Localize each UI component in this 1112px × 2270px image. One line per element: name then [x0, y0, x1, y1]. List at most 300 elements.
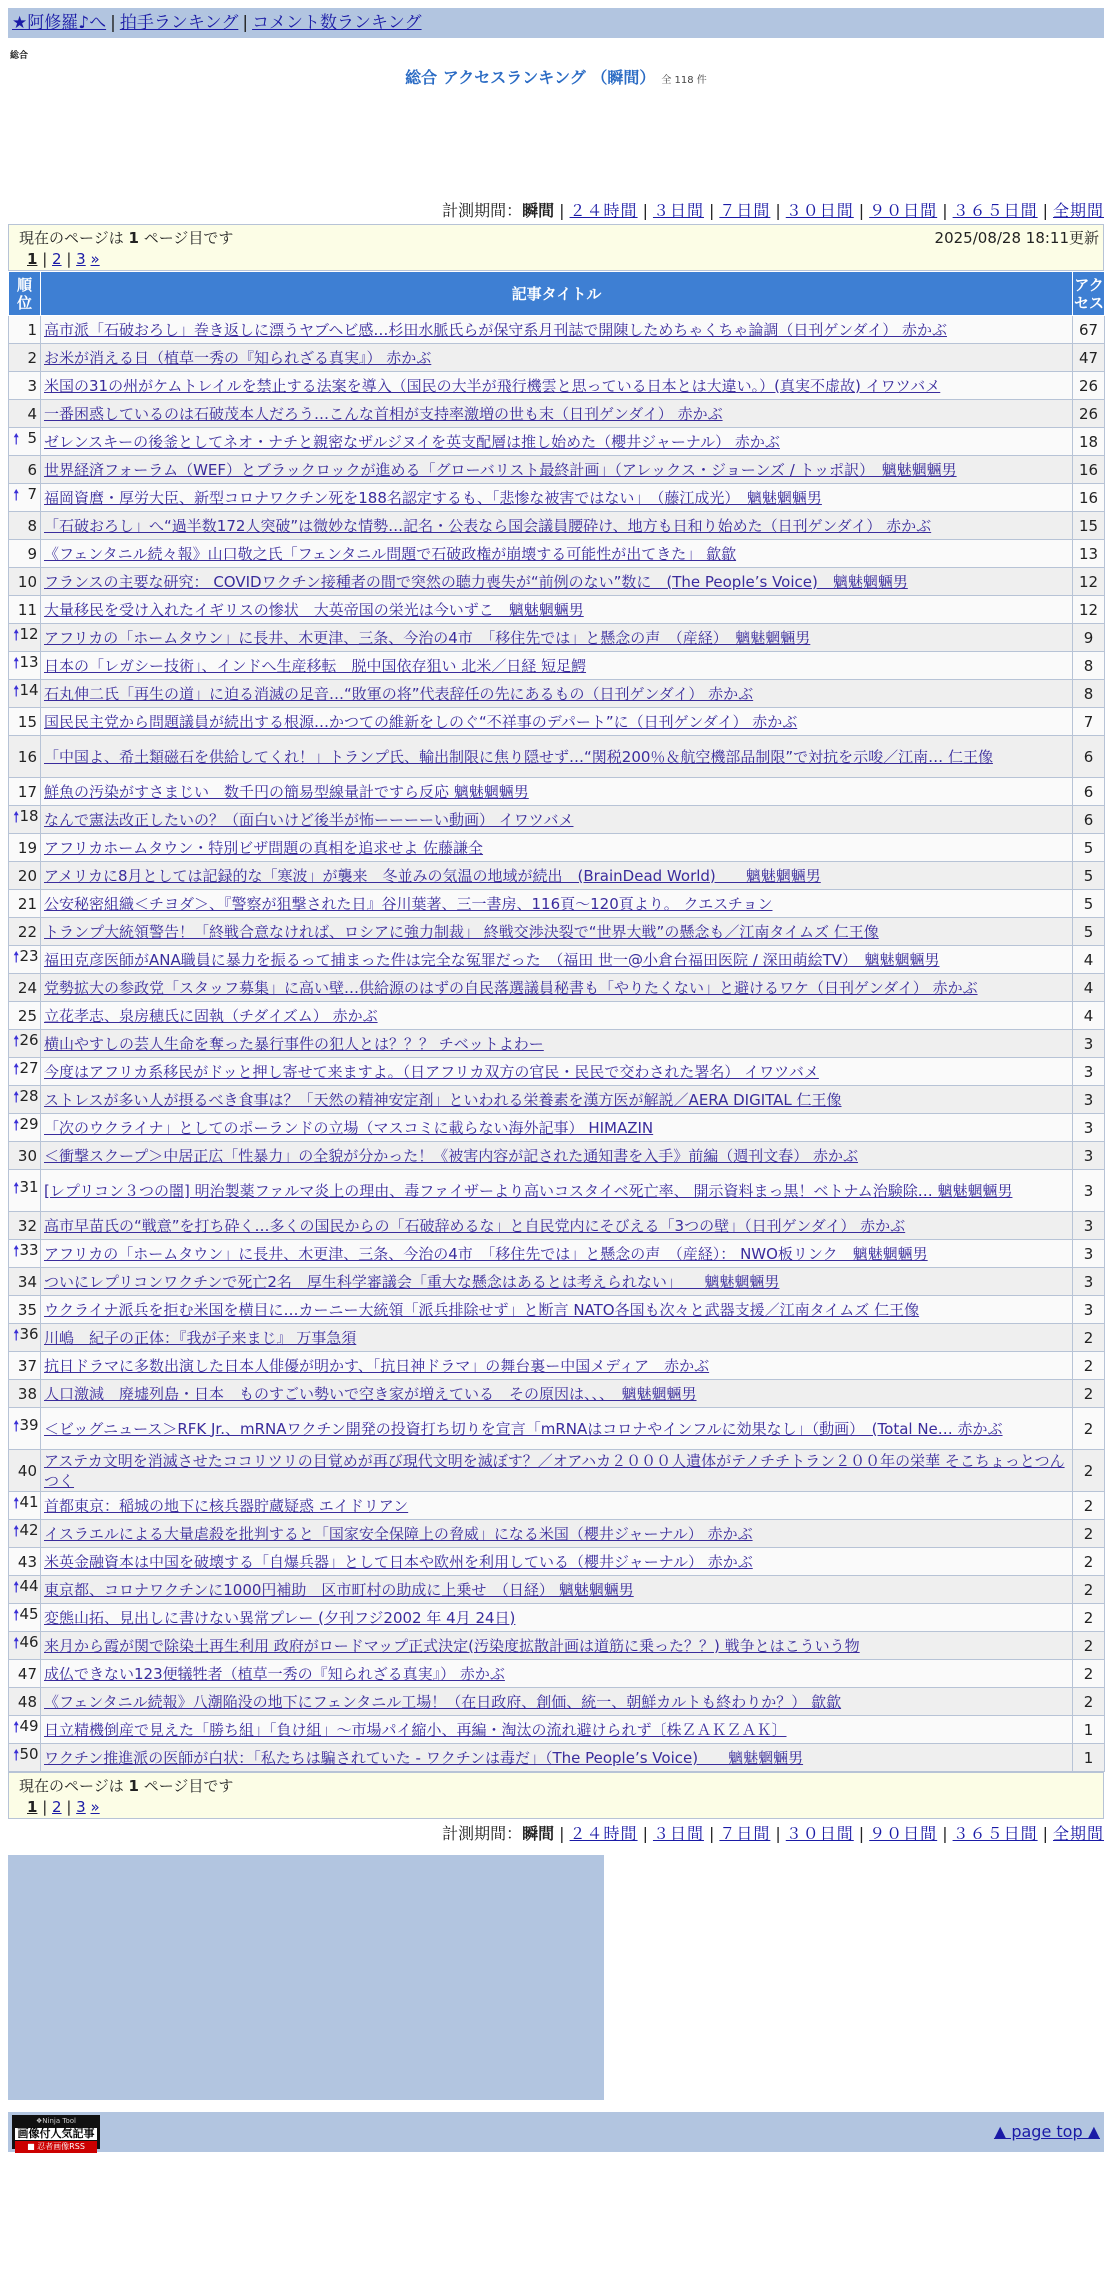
table-row — [9, 1240, 1105, 1268]
pager-text-post: ページ目です — [143, 229, 234, 247]
rank-number: 35 — [17, 1300, 37, 1319]
rank-number: 3 — [27, 376, 37, 395]
table-row — [9, 400, 1105, 428]
article-title-link[interactable]: ゼレンスキーの後釜としてネオ・ナチと親密なザルジヌイを英支配層は推し始めた（櫻井ジャーナル） 赤かぶ — [44, 432, 780, 451]
article-title-link[interactable]: 東京都、コロナワクチンに1000円補助 区市町村の助成に上乗せ （日経） 魑魅魍魎男 — [44, 1580, 634, 1599]
title-header — [41, 272, 1073, 316]
article-title-link[interactable]: 変態山拓、見出しに書けない異常プレー (夕刊フジ2002 年 4月 24日) — [44, 1608, 516, 1627]
access-count: 26 — [1078, 376, 1099, 395]
title-cell — [41, 1744, 1073, 1772]
access-count: 2 — [1083, 1608, 1094, 1627]
rank-up-arrow-icon: 🠕 — [13, 1032, 20, 1050]
title-cell — [41, 400, 1073, 428]
rank-number: 45 — [19, 1605, 39, 1623]
comment-ranking-link[interactable]: コメント数ランキング — [252, 13, 422, 33]
article-title-link[interactable]: アメリカに8月としては記録的な「寒波」が襲来 冬並みの気温の地域が続出 (BrainDead World) 魑魅魍魎男 — [44, 866, 821, 885]
period-option-link[interactable]: ３０日間 — [785, 201, 854, 220]
article-title-link[interactable]: 首都東京：稲城の地下に核兵器貯蔵疑惑 エイドリアン — [44, 1496, 409, 1515]
title-header-label: 記事タイトル — [511, 285, 602, 303]
pager-separator: | — [61, 250, 77, 268]
article-title-link[interactable]: トランプ大統領警告！「終戦合意なければ、ロシアに強力制裁」 終戦交渉決裂で“世界大戦”の懸念も／江南タイムズ 仁王像 — [44, 922, 879, 941]
rank-cell — [9, 624, 41, 652]
rank-number: 14 — [19, 681, 39, 699]
rank-up-arrow-icon: 🠕 — [13, 1116, 20, 1134]
rank-number: 22 — [17, 922, 37, 941]
pager-page-link[interactable]: 2 — [52, 250, 62, 268]
pager-text-post: ページ目です — [143, 1777, 234, 1795]
table-row — [9, 736, 1105, 778]
article-title-link[interactable]: 公安秘密組織＜チヨダ＞、『警察が狙撃された日』谷川葉著、三一書房、116頁〜120頁より。 クエスチョン — [44, 894, 773, 913]
rank-number: 2 — [27, 348, 37, 367]
rank-cell — [9, 1660, 41, 1688]
article-title-link[interactable]: 国民民主党から問題議員が続出する根源…かつての維新をしのぐ“不祥事のデパート”に（日刊ゲンダイ） 赤かぶ — [44, 712, 798, 731]
title-cell — [41, 372, 1073, 400]
rank-number: 37 — [17, 1356, 37, 1375]
access-count: 2 — [1083, 1524, 1094, 1543]
page-title-text: 総合 アクセスランキング （瞬間） — [405, 68, 656, 87]
article-title-link[interactable]: 福田克彦医師がANA職員に暴力を振るって捕まった件は完全な冤罪だった （福田 世一@小倉台福田医院 / 深田萌絵TV） 魑魅魍魎男 — [44, 950, 940, 969]
period-option-link[interactable]: ３０日間 — [785, 1824, 854, 1843]
pager-page-link[interactable]: 3 — [76, 250, 86, 268]
table-row — [9, 1380, 1105, 1408]
article-title-link[interactable]: 川嶋 紀子の正体：『我が子来まじ』 万事急須 — [44, 1328, 357, 1347]
rank-cell — [9, 1240, 41, 1268]
article-title-link[interactable]: お米が消える日（植草一秀の『知られざる真実』） 赤かぶ — [44, 348, 432, 367]
rank-cell — [9, 1492, 41, 1520]
title-cell — [41, 1352, 1073, 1380]
title-cell — [41, 1380, 1073, 1408]
article-title-link[interactable]: 今度はアフリカ系移民がドッと押し寄せて来ますよ。（日アフリカ双方の官民・民民で交わされた署名） イワツバメ — [44, 1062, 819, 1081]
rank-number: 18 — [19, 807, 39, 825]
access-count: 7 — [1083, 712, 1094, 731]
access-count-cell — [1073, 1352, 1105, 1380]
title-cell — [41, 456, 1073, 484]
table-row — [9, 1058, 1105, 1086]
pager-page-current: 1 — [27, 1798, 38, 1816]
access-count-cell — [1073, 512, 1105, 540]
rank-cell — [9, 680, 41, 708]
period-option-link[interactable]: ２４時間 — [569, 201, 638, 220]
rank-up-arrow-icon: 🠕 — [13, 654, 20, 672]
article-title-link[interactable]: アステカ文明を消滅させたココリツリの目覚めが再び現代文明を滅ぼす？／オアハカ２０００人遺体がテノチチトラン２００年の栄華 そこちょっとつんつく — [44, 1451, 1065, 1490]
access-count: 2 — [1083, 1419, 1094, 1438]
rank-number: 5 — [27, 429, 37, 447]
article-title-link[interactable]: 世界経済フォーラム（WEF）とブラックロックが進める「グローバリスト最終計画」（アレックス・ジョーンズ / トッポ訳） 魑魅魍魎男 — [44, 460, 957, 479]
access-count-cell — [1073, 1492, 1105, 1520]
title-cell — [41, 1240, 1073, 1268]
article-title-link[interactable]: アフリカの「ホームタウン」に長井、木更津、三条、今治の4市 「移住先では」と懸念の声 （産経） 魑魅魍魎男 — [44, 628, 811, 647]
access-count-cell — [1073, 806, 1105, 834]
access-count: 8 — [1083, 656, 1094, 675]
home-link[interactable]: ★阿修羅♪へ — [12, 13, 107, 33]
pager-page-link[interactable]: 2 — [52, 1798, 62, 1816]
rank-number: 40 — [17, 1461, 37, 1480]
access-count: 6 — [1083, 747, 1094, 766]
period-label: 計測期間： — [442, 201, 523, 220]
title-cell — [41, 1212, 1073, 1240]
title-cell — [41, 1408, 1073, 1450]
access-count-cell — [1073, 1030, 1105, 1058]
rank-up-arrow-icon: 🠕 — [13, 1522, 20, 1540]
access-count: 18 — [1078, 432, 1099, 451]
rank-number: 29 — [19, 1115, 39, 1133]
pager-next-link[interactable]: » — [90, 1798, 100, 1816]
access-count: 3 — [1083, 1272, 1094, 1291]
title-cell — [41, 568, 1073, 596]
article-title-link[interactable]: 日立精機倒産で見えた「勝ち組」「負け組」～市場パイ縮小、再編・淘汰の流れ避けられず〔株ＺＡＫＺＡＫ〕 — [44, 1720, 787, 1739]
access-count: 3 — [1083, 1244, 1094, 1263]
rank-cell — [9, 540, 41, 568]
rank-cell — [9, 1212, 41, 1240]
article-title-link[interactable]: 《フェンタニル続々報》山口敬之氏「フェンタニル問題で石破政権が崩壊する可能性が出てきた」 歙歙 — [44, 544, 737, 563]
rank-up-arrow-icon: 🠕 — [13, 1060, 20, 1078]
table-row — [9, 1576, 1105, 1604]
pager-top — [8, 224, 1104, 271]
rank-cell — [9, 1604, 41, 1632]
period-option-link[interactable]: 全期間 — [1052, 201, 1104, 220]
updated-timestamp: 2025/08/28 18:11更新 — [934, 229, 1099, 247]
applause-ranking-link[interactable]: 拍手ランキング — [119, 13, 239, 33]
table-row — [9, 918, 1105, 946]
period-option-link[interactable]: ７日間 — [719, 1824, 771, 1843]
period-option-link[interactable]: ３日間 — [652, 1824, 704, 1843]
article-title-link[interactable]: 横山やすしの芸人生命を奪った暴行事件の犯人とは？？？ チベットよわー — [44, 1034, 544, 1053]
rank-cell — [9, 1114, 41, 1142]
article-title-link[interactable]: イスラエルによる大量虐殺を批判すると「国家安全保障上の脅威」になる米国（櫻井ジャーナル） 赤かぶ — [44, 1524, 753, 1543]
article-title-link[interactable]: 高市派「石破おろし」巻き返しに漂うヤブヘビ感…杉田水脈氏らが保守系月刊誌で開陳しためちゃくちゃ論調（日刊ゲンダイ） 赤かぶ — [44, 320, 947, 339]
rank-number: 42 — [19, 1521, 39, 1539]
access-count-cell — [1073, 736, 1105, 778]
title-cell — [41, 1058, 1073, 1086]
access-count-cell — [1073, 1688, 1105, 1716]
rank-up-arrow-icon: 🠕 — [13, 1326, 20, 1344]
access-count: 2 — [1083, 1461, 1094, 1480]
access-count-cell — [1073, 1520, 1105, 1548]
article-title-link[interactable]: 鮮魚の汚染がすさまじい 数千円の簡易型線量計ですら反応 魑魅魍魎男 — [44, 782, 529, 801]
table-row — [9, 890, 1105, 918]
rank-cell — [9, 568, 41, 596]
title-cell — [41, 512, 1073, 540]
period-separator: | — [708, 1824, 715, 1843]
period-selector-bottom — [8, 1821, 1104, 1847]
rank-number: 1 — [27, 320, 37, 339]
table-row — [9, 778, 1105, 806]
table-row — [9, 372, 1105, 400]
rank-up-arrow-icon: 🠕 — [13, 1718, 20, 1736]
access-count: 2 — [1083, 1692, 1094, 1711]
access-count: 6 — [1083, 782, 1094, 801]
table-row — [9, 596, 1105, 624]
article-title-link[interactable]: アフリカホームタウン・特別ビザ問題の真相を追求せよ 佐藤謙全 — [44, 838, 484, 857]
access-count: 6 — [1083, 810, 1094, 829]
period-option-link[interactable]: ９０日間 — [869, 1824, 938, 1843]
access-count-cell — [1073, 1170, 1105, 1212]
rank-number: 43 — [17, 1552, 37, 1571]
rank-up-arrow-icon: 🠕 — [13, 626, 20, 644]
rank-number: 44 — [19, 1577, 39, 1595]
article-title-link[interactable]: 石丸伸二氏「再生の道」に迫る消滅の足音…“敗軍の将”代表辞任の先にあるもの（日刊ゲンダイ） 赤かぶ — [44, 684, 754, 703]
title-cell — [41, 806, 1073, 834]
period-separator: | — [642, 201, 648, 220]
table-row — [9, 568, 1105, 596]
access-count-cell — [1073, 1548, 1105, 1576]
rank-number: 41 — [19, 1493, 39, 1511]
access-count-cell — [1073, 1268, 1105, 1296]
article-title-link[interactable]: なんで憲法改正したいの？（面白いけど後半が怖ーーーーい動画） イワツバメ — [44, 810, 574, 829]
access-count: 3 — [1083, 1118, 1094, 1137]
access-count-cell — [1073, 918, 1105, 946]
access-count-cell — [1073, 540, 1105, 568]
rank-up-arrow-icon: 🠕 — [13, 1242, 20, 1260]
logo-line-1: ❖Ninja Tool — [36, 2117, 76, 2125]
access-header-label: アクセス — [1073, 275, 1104, 312]
rank-number: 49 — [19, 1717, 39, 1735]
article-title-link[interactable]: 成仏できない123便犠牲者（植草一秀の『知られざる真実』） 赤かぶ — [44, 1664, 505, 1683]
article-title-link[interactable]: 米国の31の州がケムトレイルを禁止する法案を導入（国民の大半が飛行機雲と思っている日本とは大違い。）(真実不虚故) イワツバメ — [44, 376, 941, 395]
period-separator: | — [858, 201, 865, 220]
access-count: 3 — [1083, 1062, 1094, 1081]
pager-separator: | — [37, 250, 53, 268]
table-row — [9, 946, 1105, 974]
access-count: 8 — [1083, 684, 1094, 703]
article-title-link[interactable]: 党勢拡大の参政党「スタッフ募集」に高い壁…供給源のはずの自民落選議員秘書も「やりたくない」と避けるワケ（日刊ゲンダイ） 赤かぶ — [44, 978, 978, 997]
title-cell — [41, 1548, 1073, 1576]
rank-number: 36 — [19, 1325, 39, 1343]
rank-cell — [9, 1632, 41, 1660]
pager-status — [19, 1775, 1093, 1796]
article-title-link[interactable]: 米英金融資本は中国を破壊する「自爆兵器」として日本や欧州を利用している（櫻井ジャーナル） 赤かぶ — [44, 1552, 753, 1571]
article-title-link[interactable]: 「次のウクライナ」としてのポーランドの立場（マスコミに載らない海外記事） HIMAZIN — [44, 1118, 654, 1137]
rank-cell — [9, 890, 41, 918]
period-separator: | — [942, 201, 948, 220]
pager-separator: | — [37, 1798, 53, 1816]
period-option-link[interactable]: ３６５日間 — [952, 1824, 1038, 1843]
period-option-link[interactable]: ２４時間 — [569, 1824, 638, 1843]
rank-cell — [9, 1576, 41, 1604]
table-row — [9, 1548, 1105, 1576]
pager-bottom — [8, 1772, 1104, 1819]
rank-cell — [9, 946, 41, 974]
rank-cell — [9, 918, 41, 946]
access-count-cell — [1073, 1114, 1105, 1142]
table-row — [9, 1744, 1105, 1772]
period-option-link[interactable]: ３６５日間 — [952, 201, 1038, 220]
article-title-link[interactable]: ワクチン推進派の医師が白状：「私たちは騙されていた - ワクチンは毒だ」（The People’s Voice) 魑魅魍魎男 — [44, 1748, 804, 1767]
article-title-link[interactable]: アフリカの「ホームタウン」に長井、木更津、三条、今治の4市 「移住先では」と懸念の声 （産経）： NWO板リンク 魑魅魍魎男 — [44, 1244, 928, 1263]
access-count-cell — [1073, 708, 1105, 736]
article-title-link[interactable]: ついにレプリコンワクチンで死亡2名 厚生科学審議会「重大な懸念はあるとは考えられない」 魑魅魍魎男 — [44, 1272, 780, 1291]
rank-cell — [9, 1268, 41, 1296]
article-title-link[interactable]: 福岡資麿・厚労大臣、新型コロナワクチン死を188名認定するも、「悲惨な被害ではない」 （藤江成光） 魑魅魍魎男 — [44, 488, 822, 507]
access-count: 3 — [1083, 1034, 1094, 1053]
article-title-link[interactable]: 一番困惑しているのは石破茂本人だろう…こんな首相が支持率激増の世も末（日刊ゲンダイ） 赤かぶ — [44, 404, 723, 423]
rank-up-arrow-icon: 🠕 — [13, 682, 20, 700]
title-cell — [41, 1576, 1073, 1604]
period-separator: | — [708, 201, 715, 220]
title-cell — [41, 1604, 1073, 1632]
article-title-link[interactable]: フランスの主要な研究： COVIDワクチン接種者の間で突然の聴力喪失が“前例のない”数に (The People’s Voice) 魑魅魍魎男 — [44, 572, 908, 591]
access-count: 16 — [1078, 460, 1099, 479]
table-row — [9, 1212, 1105, 1240]
article-title-link[interactable]: 《フェンタニル続報》八潮陥没の地下にフェンタニル工場！（在日政府、創価、統一、朝鮮カルトも終わりか？） 歙歙 — [44, 1692, 842, 1711]
rank-number: 30 — [17, 1146, 37, 1165]
access-count: 2 — [1083, 1664, 1094, 1683]
pager-text-pre: 現在のページは — [19, 229, 124, 247]
access-count: 16 — [1078, 488, 1099, 507]
access-count: 3 — [1083, 1216, 1094, 1235]
article-title-link[interactable]: ＜衝撃スクープ＞中居正広「性暴力」の全貌が分かった！《被害内容が記された通知書を入手》前編（週刊文春） 赤かぶ — [44, 1146, 859, 1165]
nav-separator: | — [110, 13, 116, 33]
table-row — [9, 1352, 1105, 1380]
title-cell — [41, 1520, 1073, 1548]
ranking-rows — [9, 316, 1105, 1772]
title-cell — [41, 946, 1073, 974]
table-row — [9, 1142, 1105, 1170]
rank-cell — [9, 1380, 41, 1408]
rank-cell — [9, 1450, 41, 1492]
access-count-cell — [1073, 1240, 1105, 1268]
rank-up-arrow-icon: 🠕 — [13, 430, 20, 448]
rank-number: 6 — [27, 460, 37, 479]
pager-links — [27, 250, 1093, 268]
rank-number: 27 — [19, 1059, 39, 1077]
access-count: 3 — [1083, 1146, 1094, 1165]
access-count-cell — [1073, 890, 1105, 918]
access-count: 9 — [1083, 628, 1094, 647]
period-option-link[interactable]: ３日間 — [652, 201, 704, 220]
rank-cell — [9, 400, 41, 428]
article-title-link[interactable]: 来月から霞が関で除染土再生利用 政府がロードマップ正式決定(汚染度拡散計画は道筋に乗った？？) 戦争とはこういう物 — [44, 1636, 860, 1655]
pager-status — [19, 227, 1093, 248]
table-row — [9, 456, 1105, 484]
period-separator: | — [775, 201, 781, 220]
article-title-link[interactable]: 日本の「レガシー技術」、インドへ生産移転 脱中国依存狙い 北米／日経 短足鰐 — [44, 656, 587, 675]
period-option-link[interactable]: ７日間 — [719, 201, 771, 220]
period-option-link[interactable]: ９０日間 — [869, 201, 938, 220]
access-count: 5 — [1083, 838, 1094, 857]
title-cell — [41, 1170, 1073, 1212]
article-title-link[interactable]: 立花孝志、泉房穂氏に固執（チダイズム） 赤かぶ — [44, 1006, 378, 1025]
access-count: 12 — [1078, 600, 1099, 619]
access-count-cell — [1073, 862, 1105, 890]
rank-cell — [9, 1688, 41, 1716]
access-count-cell — [1073, 1086, 1105, 1114]
rank-number: 32 — [17, 1216, 37, 1235]
total-count: 全 118 件 — [661, 75, 707, 86]
title-cell — [41, 834, 1073, 862]
rank-number: 23 — [19, 947, 39, 965]
title-cell — [41, 1716, 1073, 1744]
rank-cell — [9, 652, 41, 680]
rank-number: 7 — [27, 485, 37, 503]
pager-next-link[interactable]: » — [90, 250, 100, 268]
rank-cell — [9, 344, 41, 372]
access-count-cell — [1073, 946, 1105, 974]
access-count: 4 — [1083, 1006, 1094, 1025]
rank-cell — [9, 1716, 41, 1744]
ninja-rss-logo[interactable] — [12, 2115, 100, 2149]
logo-line-3: ■ 忍者画像RSS — [15, 2141, 97, 2153]
table-row — [9, 344, 1105, 372]
access-count-cell — [1073, 1058, 1105, 1086]
rank-number: 16 — [17, 747, 37, 766]
top-navigation — [8, 8, 1104, 38]
pager-text-pre: 現在のページは — [19, 1777, 124, 1795]
article-title-link[interactable]: 「中国よ、希土類磁石を供給してくれ！」トランプ氏、輸出制限に焦り隠せず…“関税200％＆航空機部品制限”で対抗を示唆／江南… 仁王像 — [44, 747, 993, 766]
rank-number: 25 — [17, 1006, 37, 1025]
access-count: 5 — [1083, 866, 1094, 885]
pager-page-link[interactable]: 3 — [76, 1798, 86, 1816]
article-title-link[interactable]: ＜ビッグニュース＞RFK Jr.、mRNAワクチン開発の投資打ち切りを宣言「mRNAはコロナやインフルに効果なし」（動画） (Total Ne… 赤かぶ — [44, 1419, 1003, 1438]
table-row — [9, 316, 1105, 344]
table-row — [9, 1716, 1105, 1744]
rank-cell — [9, 1548, 41, 1576]
rank-up-arrow-icon: 🠕 — [13, 1417, 20, 1435]
article-title-link[interactable]: ウクライナ派兵を拒む米国を横目に…カーニー大統領「派兵排除せず」と断言 NATO各国も次々と武器支援／江南タイムズ 仁王像 — [44, 1300, 920, 1319]
title-cell — [41, 316, 1073, 344]
access-count-cell — [1073, 1604, 1105, 1632]
article-title-link[interactable]: 高市早苗氏の“戦意”を打ち砕く…多くの国民からの「石破辞めるな」と自民党内にそびえる「3つの壁」（日刊ゲンダイ） 赤かぶ — [44, 1216, 906, 1235]
table-row — [9, 974, 1105, 1002]
article-title-link[interactable]: [レプリコン３つの闇] 明治製薬ファルマ炎上の理由、毒ファイザーより高いコスタイベ死亡率、 開示資料まっ黒！ベトナム治験除… 魑魅魍魎男 — [44, 1181, 1013, 1200]
article-title-link[interactable]: 抗日ドラマに多数出演した日本人俳優が明かす、「抗日神ドラマ」の舞台裏ー中国メディア 赤かぶ — [44, 1356, 710, 1375]
period-option-link[interactable]: 全期間 — [1052, 1824, 1104, 1843]
table-row — [9, 708, 1105, 736]
table-row — [9, 1492, 1105, 1520]
access-count-cell — [1073, 1450, 1105, 1492]
article-title-link[interactable]: 「石破おろし」へ“過半数172人突破”は微妙な情勢…記名・公表なら国会議員腰砕け、地方も日和り始めた（日刊ゲンダイ） 赤かぶ — [44, 516, 932, 535]
rank-number: 19 — [17, 838, 37, 857]
access-count-cell — [1073, 1576, 1105, 1604]
article-title-link[interactable]: 人口激減 廃墟列島・日本 ものすごい勢いで空き家が増えている その原因は、、、 魑魅魍魎男 — [44, 1384, 697, 1403]
table-row — [9, 1408, 1105, 1450]
access-count: 2 — [1083, 1328, 1094, 1347]
rank-number: 39 — [19, 1416, 39, 1434]
table-row — [9, 1604, 1105, 1632]
access-count-cell — [1073, 1380, 1105, 1408]
rank-number: 24 — [17, 978, 37, 997]
table-row — [9, 484, 1105, 512]
access-count: 3 — [1083, 1090, 1094, 1109]
article-title-link[interactable]: 大量移民を受け入れたイギリスの惨状 大英帝国の栄光は今いずこ 魑魅魍魎男 — [44, 600, 584, 619]
access-count: 4 — [1083, 950, 1094, 969]
access-count-cell — [1073, 624, 1105, 652]
access-count: 13 — [1078, 544, 1099, 563]
title-cell — [41, 624, 1073, 652]
rank-cell — [9, 778, 41, 806]
access-count-cell — [1073, 1296, 1105, 1324]
access-count-cell — [1073, 372, 1105, 400]
rank-cell — [9, 1142, 41, 1170]
access-count: 5 — [1083, 922, 1094, 941]
table-row — [9, 1170, 1105, 1212]
title-cell — [41, 484, 1073, 512]
table-row — [9, 1002, 1105, 1030]
rank-number: 9 — [27, 544, 37, 563]
rank-number: 15 — [17, 712, 37, 731]
title-cell — [41, 1268, 1073, 1296]
article-title-link[interactable]: ストレスが多い人が摂るべき食事は？「天然の精神安定剤」といわれる栄養素を漢方医が解説／AERA DIGITAL 仁王像 — [44, 1090, 842, 1109]
rank-up-arrow-icon: 🠕 — [13, 808, 20, 826]
table-row — [9, 834, 1105, 862]
period-current: 瞬間 — [522, 201, 555, 220]
title-cell — [41, 1450, 1073, 1492]
rank-cell — [9, 974, 41, 1002]
title-cell — [41, 1296, 1073, 1324]
rank-number: 11 — [17, 600, 37, 619]
title-cell — [41, 1030, 1073, 1058]
page-top-link[interactable]: ▲ page top ▲ — [993, 2122, 1100, 2141]
